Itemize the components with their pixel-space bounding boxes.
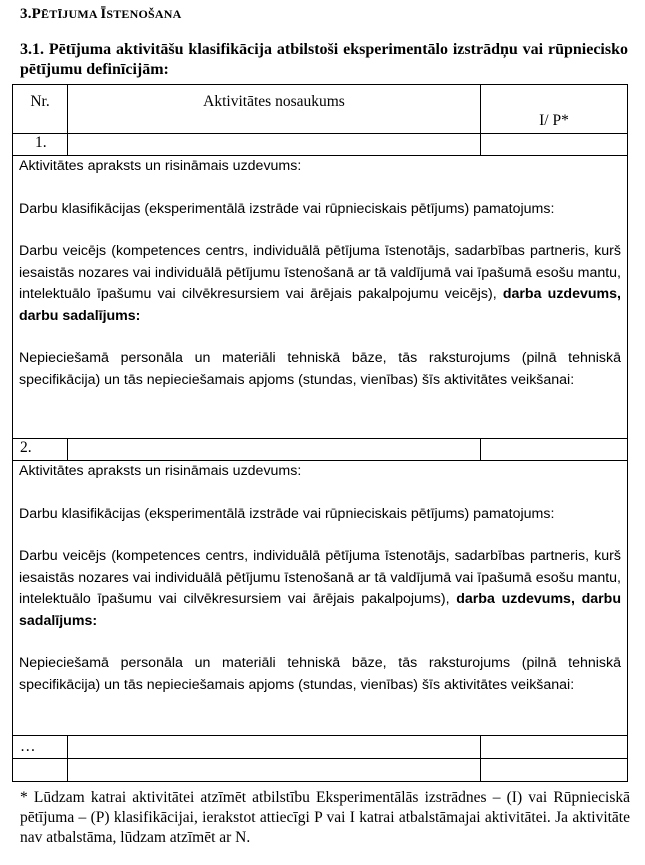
executor-label: Darbu veicējs (kompetences centrs, individuālā pētījuma īstenotājs, sadarbības partneris, kurš iesaistās nozares vai individuālā pētījumu īstenošanā ar tā valdījumā vai īpašumā esošu mantu, intelektuālo īpašumu vai cilvēkresursiem vai ārējais pakalpojums), darba uzdevums, darbu sadalījums:	[19, 548, 621, 629]
activities-table	[12, 84, 628, 782]
header-activity-name: Aktivitātes nosaukums	[68, 85, 481, 134]
activity-description-cell[interactable]	[13, 156, 628, 439]
executor-label: Darbu veicējs (kompetences centrs, individuālā pētījuma īstenotājs, sadarbības partneris, kurš iesaistās nozares vai individuālā pētījumu īstenošanā ar tā valdījumā vai īpašumā esošu mantu, intelektuālo īpašumu vai cilvēkresursiem vai ārējais pakalpojumu veicējs), darba uzdevums, darbu sadalījums:	[19, 243, 621, 324]
resources-label: Nepieciešamā personāla un materiāli tehniskā bāze, tās raksturojums (pilnā tehniskā specifikācija) un tās nepieciešamais apjoms (stundas, vienības) šīs aktivitātes veikšanai:	[19, 655, 621, 693]
activity-name-cell[interactable]	[68, 439, 481, 461]
activity-name-cell[interactable]	[68, 736, 481, 759]
activity-description-cell[interactable]	[13, 461, 628, 736]
activity-row-ellipsis	[13, 736, 628, 759]
empty-cell[interactable]	[68, 759, 481, 782]
subsection-title: 3.1. Pētījuma aktivitāšu klasifikācija atbilstoši eksperimentālo izstrādņu vai rūpniecisko pētījumu definīcijām:	[20, 41, 628, 78]
classification-label: Darbu klasifikācijas (eksperimentālā izstrāde vai rūpnieciskais pētījums) pamatojums:	[19, 505, 555, 522]
activity-ip-cell[interactable]	[481, 134, 628, 156]
footnote: * Lūdzam katrai aktivitātei atzīmēt atbilstību Eksperimentālās izstrādnes – (I) vai Rūpnieciskā pētījuma – (P) klasifikācijai, ierakstot attiecīgi P vai I katrai atbalstāmajai aktivitātei. Ja aktivitāte nav atbalstāma, lūdzam atzīmēt ar N.	[20, 789, 630, 846]
table-header-row	[13, 85, 628, 134]
activity-name-cell[interactable]	[68, 134, 481, 156]
activity-number: 2.	[13, 439, 68, 461]
empty-cell[interactable]	[481, 759, 628, 782]
ellipsis-cell: …	[13, 736, 68, 759]
empty-cell[interactable]	[13, 759, 68, 782]
activity-description-row-1	[13, 156, 628, 439]
description-label: Aktivitātes apraksts un risināmais uzdevums:	[19, 158, 302, 174]
activity-description-row-2	[13, 461, 628, 736]
header-ip: I/ P*	[481, 85, 628, 134]
activity-row-empty	[13, 759, 628, 782]
resources-label: Nepieciešamā personāla un materiāli tehniskā bāze, tās raksturojums (pilnā tehniskā specifikācija) un tās nepieciešamais apjoms (stundas, vienības) šīs aktivitātes veikšanai:	[19, 350, 621, 388]
activity-row-1	[13, 134, 628, 156]
activity-number: 1.	[13, 134, 68, 156]
description-label: Aktivitātes apraksts un risināmais uzdevums:	[19, 463, 302, 479]
classification-label: Darbu klasifikācijas (eksperimentālā izstrāde vai rūpnieciskais pētījums) pamatojums:	[19, 200, 555, 217]
activity-ip-cell[interactable]	[481, 439, 628, 461]
activity-ip-cell[interactable]	[481, 736, 628, 759]
header-nr: Nr.	[13, 85, 68, 134]
section-title: 3.PĒTĪJUMA ĪSTENOŠANA	[20, 6, 182, 22]
activity-row-2	[13, 439, 628, 461]
